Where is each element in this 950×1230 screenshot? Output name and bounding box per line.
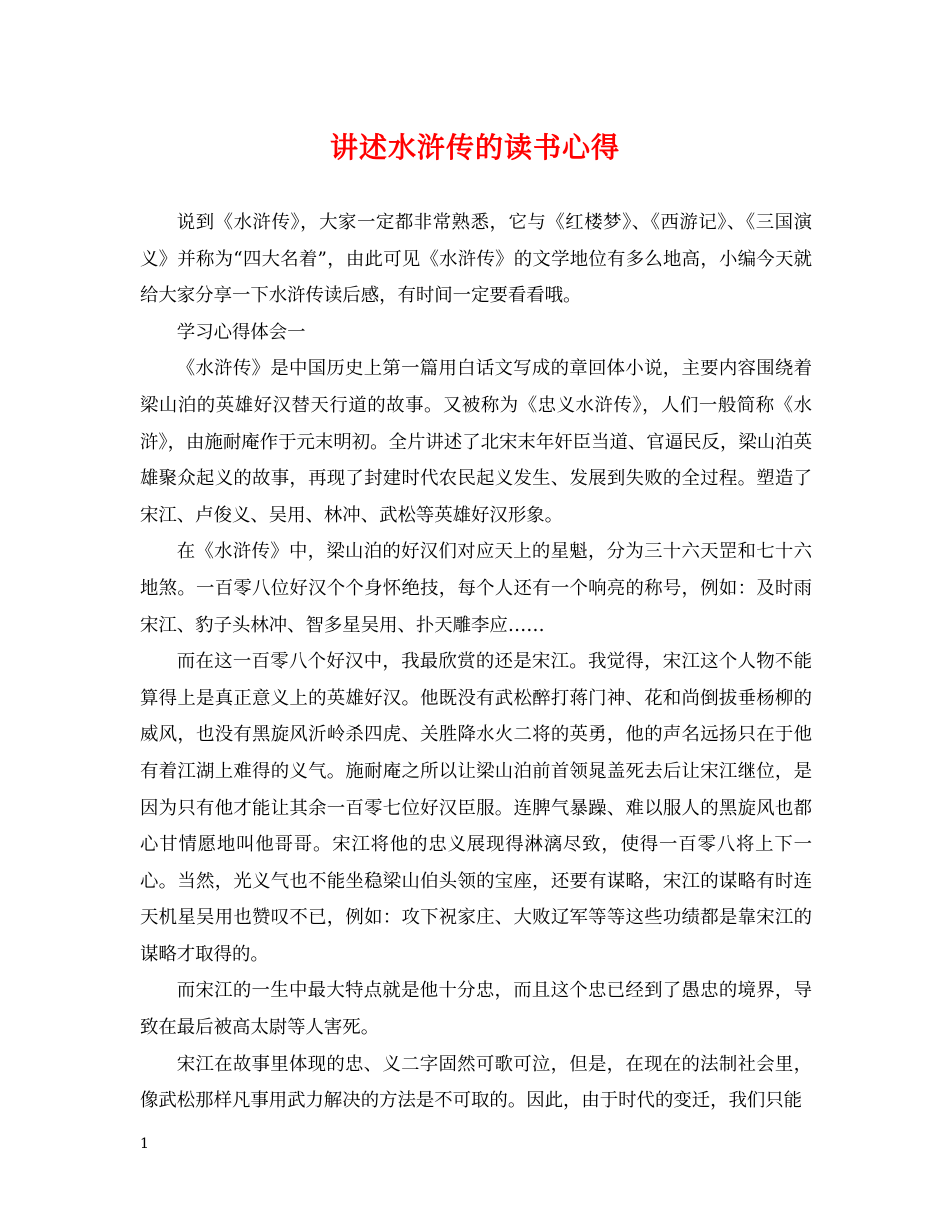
paragraph: 宋江在故事里体现的忠、义二字固然可歌可泣，但是，在现在的法制社会里，像武松那样凡事用武力解决的方法是不可取的。因此，由于时代的变迁，我们只能	[140, 1053, 812, 1112]
document-body	[140, 205, 812, 1120]
paragraph: 而在这一百零八个好汉中，我最欣赏的还是宋江。我觉得，宋江这个人物不能算得上是真正意义上的英雄好汉。他既没有武松醉打蒋门神、花和尚倒拔垂杨柳的威风，也没有黑旋风沂岭杀四虎、关胜降水火二将的英勇，他的声名远扬只在于他有着江湖上难得的义气。施耐庵之所以让梁山泊前首领晁盖死去后让宋江继位，是因为只有他才能让其余一百零七位好汉臣服。连脾气暴躁、难以服人的黑旋风也都心甘情愿地叫他哥哥。宋江将他的忠义展现得淋漓尽致，使得一百零八将上下一心。当然，光义气也不能坐稳梁山伯头领的宝座，还要有谋略，宋江的谋略有时连天机星吴用也赞叹不已，例如：攻下祝家庄、大败辽军等等这些功绩都是靠宋江的谋略才取得的。	[140, 651, 812, 965]
section-heading: 学习心得体会一	[176, 321, 306, 343]
paragraph: 《水浒传》是中国历史上第一篇用白话文写成的章回体小说，主要内容围绕着梁山泊的英雄好汉替天行道的故事。又被称为《忠义水浒传》，人们一般简称《水浒》，由施耐庵作于元末明初。全片讲述了北宋末年奸臣当道、官逼民反，梁山泊英雄聚众起义的故事，再现了封建时代农民起义发生、发展到失败的全过程。塑造了宋江、卢俊义、吴用、林冲、武松等英雄好汉形象。	[140, 358, 812, 526]
paragraph: 而宋江的一生中最大特点就是他十分忠，而且这个忠已经到了愚忠的境界，导致在最后被高太尉等人害死。	[140, 980, 812, 1039]
document-title: 讲述水浒传的读书心得	[329, 131, 620, 164]
page-number: 1	[140, 1136, 149, 1152]
paragraph: 在《水浒传》中，梁山泊的好汉们对应天上的星魁，分为三十六天罡和七十六地煞。一百零八位好汉个个身怀绝技，每个人还有一个响亮的称号，例如：及时雨宋江、豹子头林冲、智多星吴用、扑天雕李应……	[140, 541, 812, 636]
paragraph-intro: 说到《水浒传》，大家一定都非常熟悉，它与《红楼梦》、《西游记》、《三国演义》并称为“四大名着”，由此可见《水浒传》的文学地位有多么地高，小编今天就给大家分享一下水浒传读后感，有时间一定要看看哦。	[140, 212, 812, 307]
